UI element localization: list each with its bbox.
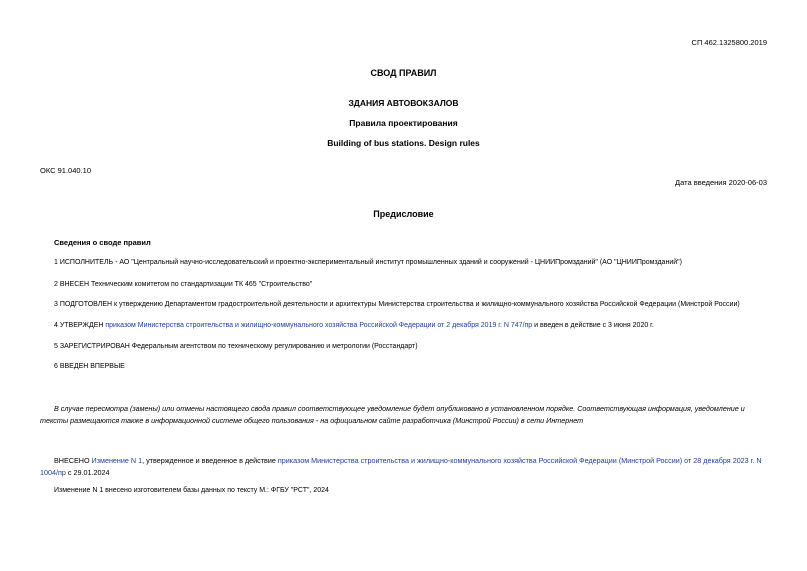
document-subtitle: Правила проектирования — [349, 118, 458, 128]
approval-order-link[interactable]: приказом Министерства строительства и жилищно-коммунального хозяйства Российской Федерации от 2 декабря 2019 г. N 747/пр — [105, 322, 533, 329]
preface-item-first-edition: 6 ВВЕДЕН ВПЕРВЫЕ — [54, 363, 125, 370]
amendment-suffix: с 29.01.2024 — [65, 468, 110, 477]
approved-prefix: 4 УТВЕРЖДЕН — [54, 322, 106, 329]
approved-suffix: и введен в действие с 3 июня 2020 г. — [532, 322, 654, 329]
introduction-date: Дата введения 2020-06-03 — [675, 178, 767, 187]
revision-notice: В случае пересмотра (замены) или отмены настоящего свода правил соответствующее уведомление будет опубликовано в установленном порядке. Соответствующая информация, уведомление и тексты размещаются также в информационной системе общего пользования - на официальном сайте разработчика (Минстрой России) в сети Интернет — [40, 404, 745, 425]
amendment-link[interactable]: Изменение N 1 — [91, 456, 143, 465]
document-kind: СВОД ПРАВИЛ — [370, 68, 437, 78]
amendment-note — [40, 455, 770, 479]
preface-item-prepared: 3 ПОДГОТОВЛЕН к утверждению Департаментом градостроительной деятельности и архитектуры Министерства строительства и жилищно-коммунального хозяйства Российской Федерации (Минстрой России) — [54, 301, 740, 308]
preface-item-registered: 5 ЗАРЕГИСТРИРОВАН Федеральным агентством по техническому регулированию и метрологии (Росстандарт) — [54, 343, 418, 350]
maker-note: Изменение N 1 внесено изготовителем базы данных по тексту М.: ФГБУ "РСТ", 2024 — [54, 487, 329, 494]
preface-heading: Предисловие — [373, 209, 434, 219]
preface-item-introduced: 2 ВНЕСЕН Техническим комитетом по стандартизации ТК 465 "Строительство" — [54, 281, 313, 288]
amendment-prefix: ВНЕСЕНО — [54, 456, 92, 465]
document-code: СП 462.1325800.2019 — [691, 38, 767, 47]
preface-item-approved — [54, 322, 654, 329]
document-title: ЗДАНИЯ АВТОВОКЗАЛОВ — [348, 98, 459, 108]
document-english-title: Building of bus stations. Design rules — [327, 138, 480, 148]
amendment-order-link[interactable]: приказом Министерства строительства и жилищно-коммунального хозяйства Российской Федерации (Минстрой России) от 28 декабря 2023 г. N 1004/пр — [40, 456, 762, 477]
info-title: Сведения о своде правил — [54, 238, 151, 247]
oks-code: ОКС 91.040.10 — [40, 166, 91, 175]
amendment-middle: , утвержденное и введенное в действие — [142, 456, 278, 465]
preface-item-executor: 1 ИСПОЛНИТЕЛЬ - АО "Центральный научно-исследовательский и проектно-экспериментальный институт промышленных зданий и сооружений - ЦНИИПромзданий" (АО "ЦНИИПромзданий") — [54, 259, 682, 266]
